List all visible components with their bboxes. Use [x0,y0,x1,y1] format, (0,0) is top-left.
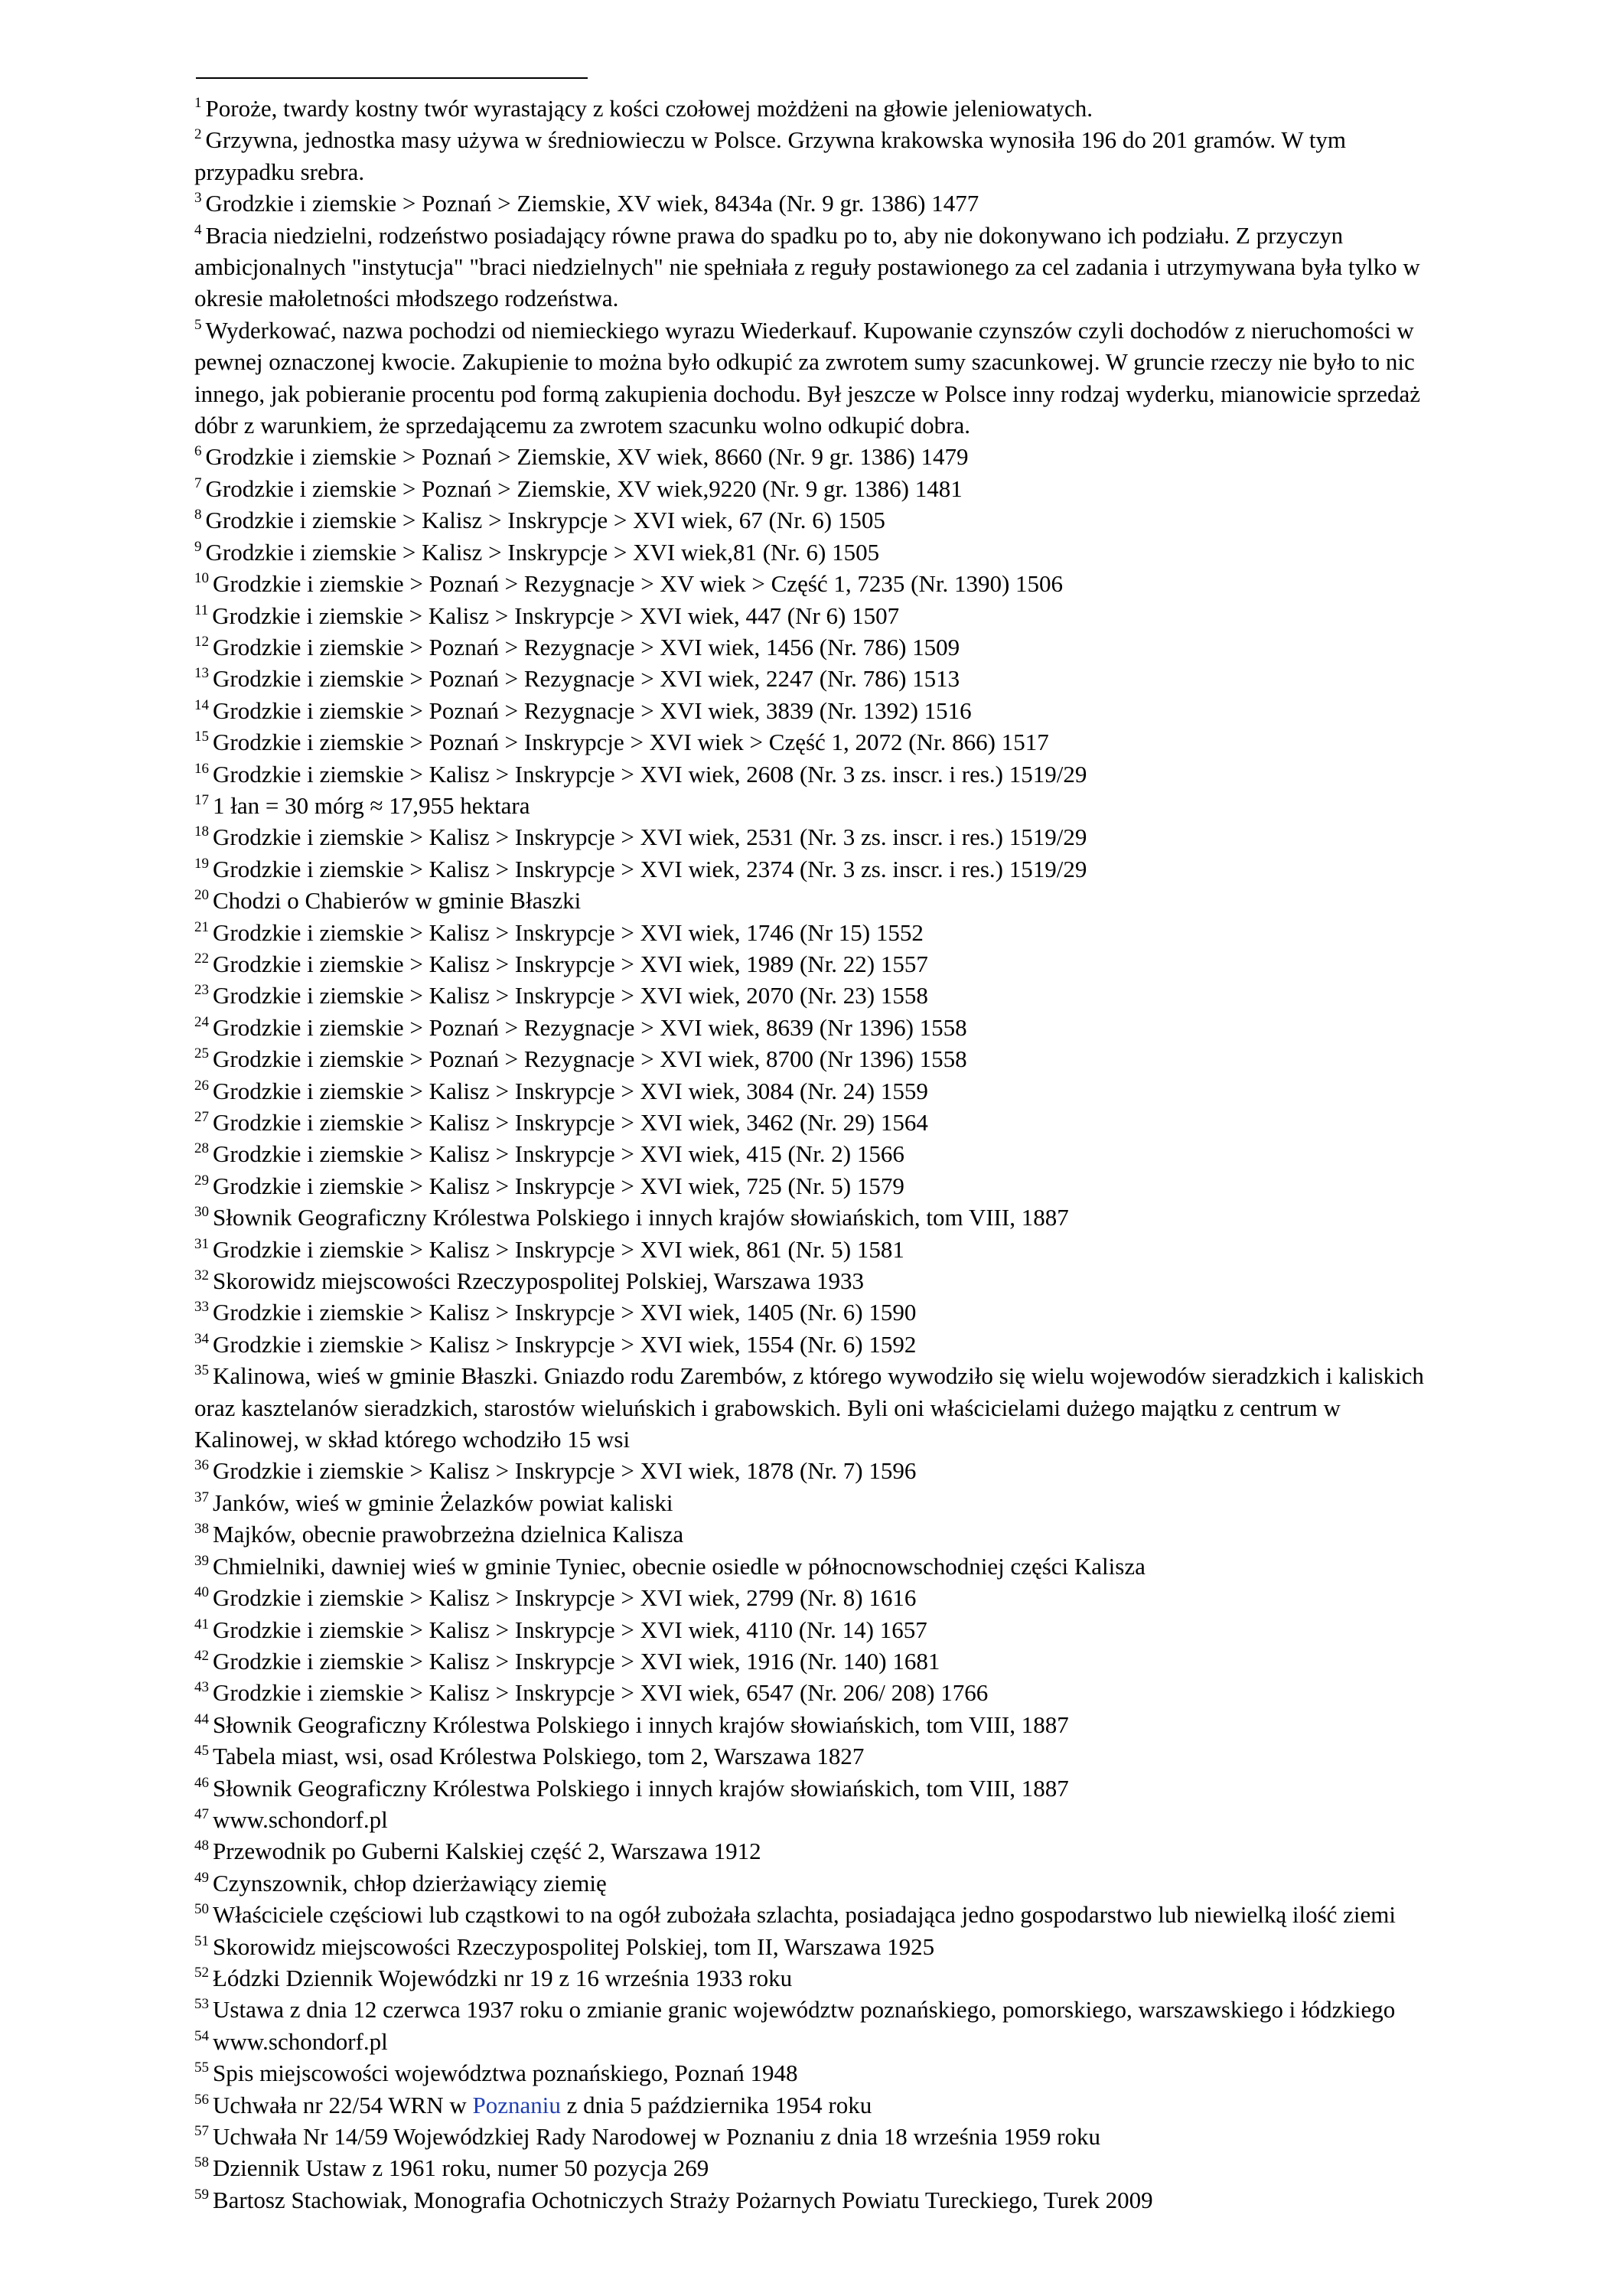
footnote-text: Grodzkie i ziemskie > Kalisz > Inskrypcje > XVI wiek, 67 (Nr. 6) 1505 [205,507,885,534]
footnote [194,1043,1434,1075]
footnote-number: 5 [194,316,202,333]
footnote-text: www.schondorf.pl [213,2027,388,2055]
footnote [194,1773,1434,1804]
footnote-number: 8 [194,507,202,523]
footnote-text: www.schondorf.pl [213,1805,388,1833]
footnote-text: Bartosz Stachowiak, Monografia Ochotniczych Straży Pożarnych Powiatu Tureckiego, Turek 2009 [213,2186,1153,2213]
footnote-text: Skorowidz miejscowości Rzeczypospolitej Polskiej, tom II, Warszawa 1925 [213,1932,935,1960]
footnote-text: Chmielniki, dawniej wieś w gminie Tyniec, obecnie osiedle w północnowschodniej części Kalisza [213,1552,1146,1580]
footnote-text: Grodzkie i ziemskie > Kalisz > Inskrypcje > XVI wiek, 861 (Nr. 5) 1581 [213,1235,904,1263]
footnote [194,1202,1434,1233]
footnote [194,758,1434,790]
footnote-text: Uchwała Nr 14/59 Wojewódzkiej Rady Narodowej w Poznaniu z dnia 18 września 1959 roku [213,2123,1101,2150]
footnote [194,1170,1434,1202]
footnote [194,1835,1434,1867]
footnote [194,1677,1434,1708]
footnote-number: 2 [194,126,202,143]
footnote-text: Grodzkie i ziemskie > Poznań > Rezygnacje > XV wiek > Część 1, 7235 (Nr. 1390) 1506 [213,570,1064,598]
footnote-number: 14 [194,696,209,713]
footnote-text: Właściciele częściowi lub cząstkowi to na ogół zubożała szlachta, posiadająca jedno gospodarstwo lub niewielką ilość ziemi [213,1901,1396,1929]
footnote-number: 51 [194,1932,209,1949]
footnote-number: 3 [194,190,202,207]
footnote [194,726,1434,758]
footnote-number: 21 [194,918,209,935]
footnote-text: Grodzkie i ziemskie > Kalisz > Inskrypcje > XVI wiek, 4110 (Nr. 14) 1657 [213,1616,927,1643]
footnote-text: z dnia 5 października 1954 roku [560,2091,872,2118]
footnote-number: 35 [194,1362,209,1379]
footnote-text: Grodzkie i ziemskie > Poznań > Ziemskie, XV wiek, 8434a (Nr. 9 gr. 1386) 1477 [205,190,979,217]
footnote-text: Grodzkie i ziemskie > Poznań > Inskrypcje > XVI wiek > Część 1, 2072 (Nr. 866) 1517 [213,729,1049,756]
footnote-text: Wyderkować, nazwa pochodzi od niemieckiego wyrazu Wiederkauf. Kupowanie czynszów czyli dochodów z nieruchomości w pewnej oznaczonej kwocie. Zakupienie to można było odkupić za zwrotem sumy szacunkowej. W gruncie rzeczy nie było to nic innego, jak pobieranie procentu pod formą zakupienia dochodu. Był jeszcze w Polsce inny rodzaj wyderku, mianowicie sprzedaż dóbr z warunkiem, że sprzedającemu za zwrotem szacunku wolno odkupić dobra. [194,316,1420,439]
footnote-number: 27 [194,1109,209,1125]
footnote-link[interactable]: Poznaniu [472,2091,561,2118]
footnote-number: 36 [194,1457,209,1474]
footnote-number: 10 [194,570,209,587]
footnote-number: 7 [194,475,202,491]
footnote-text: Dziennik Ustaw z 1961 roku, numer 50 pozycja 269 [213,2154,709,2182]
footnote-number: 30 [194,1204,209,1221]
footnote [194,568,1434,599]
footnote [194,1487,1434,1518]
footnote-number: 18 [194,823,209,840]
footnote [194,1455,1434,1486]
footnote [194,188,1434,219]
footnote-text: Grodzkie i ziemskie > Kalisz > Inskrypcje > XVI wiek, 3462 (Nr. 29) 1564 [213,1109,928,1136]
footnote-number: 59 [194,2186,209,2203]
footnote-text: Grzywna, jednostka masy używa w średniowieczu w Polsce. Grzywna krakowska wynosiła 196 do 201 gramów. W tym przypadku srebra. [194,126,1347,185]
footnote [194,441,1434,472]
footnote-text: Grodzkie i ziemskie > Poznań > Ziemskie, XV wiek,9220 (Nr. 9 gr. 1386) 1481 [205,475,963,502]
footnote-number: 26 [194,1077,209,1094]
footnote [194,473,1434,504]
footnote-text: Grodzkie i ziemskie > Kalisz > Inskrypcje > XVI wiek, 2070 (Nr. 23) 1558 [213,982,928,1009]
footnote-text: Tabela miast, wsi, osad Królestwa Polskiego, tom 2, Warszawa 1827 [213,1743,865,1770]
footnote-text: Majków, obecnie prawobrzeżna dzielnica Kalisza [213,1521,684,1548]
footnote [194,315,1434,442]
footnote [194,1740,1434,1772]
footnote-text: Grodzkie i ziemskie > Kalisz > Inskrypcje > XVI wiek, 1554 (Nr. 6) 1592 [213,1330,917,1358]
footnote-number: 9 [194,538,202,555]
footnote [194,980,1434,1011]
footnote [194,1107,1434,1138]
footnote [194,663,1434,694]
footnote-number: 44 [194,1711,209,1727]
footnote-number: 34 [194,1330,209,1347]
footnote-text: Uchwała nr 22/54 WRN w [213,2091,473,2118]
footnote-number: 29 [194,1172,209,1189]
footnote [194,1296,1434,1328]
footnote-number: 32 [194,1267,209,1284]
footnote-number: 56 [194,2091,209,2108]
footnote [194,536,1434,568]
footnote [194,917,1434,948]
footnote-number: 16 [194,760,209,777]
footnote-text: Chodzi o Chabierów w gminie Błaszki [213,887,582,915]
footnote [194,790,1434,821]
footnote-number: 28 [194,1140,209,1157]
footnote-text: Grodzkie i ziemskie > Poznań > Rezygnacje > XVI wiek, 8639 (Nr 1396) 1558 [213,1013,967,1041]
footnote [194,2089,1434,2121]
footnote [194,600,1434,631]
footnote-number: 43 [194,1679,209,1696]
footnote-number: 55 [194,2060,209,2076]
footnote-text: Grodzkie i ziemskie > Kalisz > Inskrypcje > XVI wiek, 3084 (Nr. 24) 1559 [213,1077,928,1104]
footnote-number: 52 [194,1964,209,1981]
footnote-text: Grodzkie i ziemskie > Poznań > Rezygnacje > XVI wiek, 2247 (Nr. 786) 1513 [213,665,960,693]
footnote [194,885,1434,916]
footnote-number: 25 [194,1045,209,1062]
footnote-text: Grodzkie i ziemskie > Kalisz > Inskrypcje > XVI wiek, 725 (Nr. 5) 1579 [213,1172,904,1199]
footnote-number: 46 [194,1774,209,1791]
footnote [194,1804,1434,1835]
footnote-text: Spis miejscowości województwa poznańskiego, Poznań 1948 [213,2060,798,2087]
footnotes-list [194,93,1434,2216]
footnote-text: Grodzkie i ziemskie > Kalisz > Inskrypcje > XVI wiek, 2531 (Nr. 3 zs. inscr. i res.) 1519/29 [213,823,1087,851]
footnote-text: Skorowidz miejscowości Rzeczypospolitej Polskiej, Warszawa 1933 [213,1267,864,1295]
footnote [194,1962,1434,1994]
footnote-text: Grodzkie i ziemskie > Poznań > Rezygnacje > XVI wiek, 3839 (Nr. 1392) 1516 [213,696,972,724]
footnote-text: Grodzkie i ziemskie > Kalisz > Inskrypcje > XVI wiek, 2799 (Nr. 8) 1616 [213,1584,917,1612]
footnote-text: Grodzkie i ziemskie > Kalisz > Inskrypcje > XVI wiek, 1878 (Nr. 7) 1596 [213,1457,917,1485]
footnote-text: Grodzkie i ziemskie > Kalisz > Inskrypcje > XVI wiek,81 (Nr. 6) 1505 [205,538,880,566]
footnote-number: 11 [194,602,209,618]
footnote-text: Grodzkie i ziemskie > Kalisz > Inskrypcje > XVI wiek, 2608 (Nr. 3 zs. inscr. i res.) 1519/29 [213,760,1087,788]
footnote-separator [196,77,588,79]
footnote-number: 20 [194,887,209,904]
footnote-number: 12 [194,633,209,650]
footnote-number: 33 [194,1299,209,1316]
footnote [194,1582,1434,1613]
footnote-number: 41 [194,1616,209,1632]
footnote [194,853,1434,885]
footnote [194,1265,1434,1296]
footnote [194,93,1434,124]
footnote-number: 49 [194,1869,209,1886]
footnote-text: Kalinowa, wieś w gminie Błaszki. Gniazdo rodu Zarembów, z którego wywodziło się wielu wojewodów sieradzkich i kaliskich oraz kasztelanów sieradzkich, starostów wieluńskich i grabowskich. Byli oni właścicielami dużego majątku z centrum w Kalinowej, w skład którego wchodziło 15 wsi [194,1362,1424,1453]
footnote [194,1931,1434,1962]
footnote [194,1709,1434,1740]
footnote-number: 58 [194,2154,209,2171]
footnote-number: 31 [194,1235,209,1252]
footnote-number: 23 [194,982,209,999]
footnote-text: Bracia niedzielni, rodzeństwo posiadający równe prawa do spadku po to, aby nie dokonywano ich podziału. Z przyczyn ambicjonalnych "instytucja" "braci niedzielnych" nie spełniała z reguły postawionego za cel zadania i utrzymywana była tylko w okresie małoletności młodszego rodzeństwa. [194,221,1420,312]
footnote [194,695,1434,726]
footnote [194,1645,1434,1677]
footnote [194,2026,1434,2057]
footnote-number: 45 [194,1743,209,1760]
footnote-text: Poroże, twardy kostny twór wyrastający z kości czołowej możdżeni na głowie jeleniowatych. [205,95,1093,122]
footnote [194,2184,1434,2216]
footnote-number: 15 [194,729,209,745]
footnote-number: 13 [194,665,209,682]
footnote-number: 37 [194,1489,209,1505]
footnote [194,1614,1434,1645]
footnote-text: Grodzkie i ziemskie > Kalisz > Inskrypcje > XVI wiek, 415 (Nr. 2) 1566 [213,1140,904,1168]
footnote-number: 17 [194,791,209,808]
footnote-number: 38 [194,1521,209,1538]
footnote-number: 1 [194,95,202,111]
footnote-text: Ustawa z dnia 12 czerwca 1937 roku o zmianie granic województw poznańskiego, pomorskiego, warszawskiego i łódzkiego [213,1996,1396,2024]
footnote-number: 53 [194,1996,209,2013]
footnote-text: Przewodnik po Guberni Kalskiej część 2, Warszawa 1912 [213,1838,761,1865]
footnote-text: Grodzkie i ziemskie > Kalisz > Inskrypcje > XVI wiek, 1989 (Nr. 22) 1557 [213,950,928,977]
footnote [194,1518,1434,1550]
footnote [194,1551,1434,1582]
footnote [194,1329,1434,1360]
footnote-text: Grodzkie i ziemskie > Kalisz > Inskrypcje > XVI wiek, 1916 (Nr. 140) 1681 [213,1647,940,1675]
footnote [194,1994,1434,2025]
footnote-number: 4 [194,221,202,238]
footnote [194,2152,1434,2183]
footnote [194,1138,1434,1169]
footnote-text: Grodzkie i ziemskie > Poznań > Rezygnacje > XVI wiek, 1456 (Nr. 786) 1509 [213,633,960,660]
footnote [194,1867,1434,1899]
footnote-number: 40 [194,1584,209,1601]
footnote-text: Grodzkie i ziemskie > Poznań > Rezygnacje > XVI wiek, 8700 (Nr 1396) 1558 [213,1045,967,1073]
footnote-number: 24 [194,1013,209,1030]
footnote [194,1234,1434,1265]
footnote [194,1360,1434,1455]
footnote-number: 57 [194,2123,209,2139]
footnote-number: 42 [194,1647,209,1664]
footnote-text: Czynszownik, chłop dzierżawiący ziemię [213,1869,607,1896]
footnote-number: 50 [194,1901,209,1918]
footnote-text: 1 łan = 30 mórg ≈ 17,955 hektara [213,791,530,819]
footnote-number: 19 [194,855,209,872]
footnote-text: Grodzkie i ziemskie > Kalisz > Inskrypcje > XVI wiek, 1746 (Nr 15) 1552 [213,918,924,946]
footnote-text: Słownik Geograficzny Królestwa Polskiego i innych krajów słowiańskich, tom VIII, 1887 [213,1711,1069,1738]
footnote-text: Janków, wieś w gminie Żelazków powiat kaliski [213,1489,673,1516]
footnote-number: 22 [194,950,209,967]
footnote-text: Grodzkie i ziemskie > Kalisz > Inskrypcje > XVI wiek, 6547 (Nr. 206/ 208) 1766 [213,1679,989,1707]
footnote-text: Grodzkie i ziemskie > Kalisz > Inskrypcje > XVI wiek, 447 (Nr 6) 1507 [212,602,900,629]
footnote [194,220,1434,315]
footnote [194,821,1434,853]
footnote-text: Słownik Geograficzny Królestwa Polskiego i innych krajów słowiańskich, tom VIII, 1887 [213,1204,1069,1231]
footnote-number: 47 [194,1805,209,1822]
footnote-number: 39 [194,1552,209,1569]
footnote-number: 48 [194,1838,209,1854]
footnote-number: 6 [194,443,202,460]
footnote [194,504,1434,536]
footnote [194,124,1434,188]
footnote-number: 54 [194,2027,209,2044]
footnote [194,948,1434,980]
footnote [194,631,1434,663]
footnote [194,2057,1434,2089]
footnote [194,1012,1434,1043]
footnote [194,1899,1434,1930]
footnote-text: Grodzkie i ziemskie > Poznań > Ziemskie, XV wiek, 8660 (Nr. 9 gr. 1386) 1479 [205,443,969,471]
footnote-text: Grodzkie i ziemskie > Kalisz > Inskrypcje > XVI wiek, 2374 (Nr. 3 zs. inscr. i res.) 1519/29 [213,855,1087,882]
footnote-text: Grodzkie i ziemskie > Kalisz > Inskrypcje > XVI wiek, 1405 (Nr. 6) 1590 [213,1299,917,1326]
footnote [194,2121,1434,2152]
footnote [194,1075,1434,1107]
footnote-text: Słownik Geograficzny Królestwa Polskiego i innych krajów słowiańskich, tom VIII, 1887 [213,1774,1069,1802]
footnote-text: Łódzki Dziennik Wojewódzki nr 19 z 16 września 1933 roku [213,1964,793,1991]
